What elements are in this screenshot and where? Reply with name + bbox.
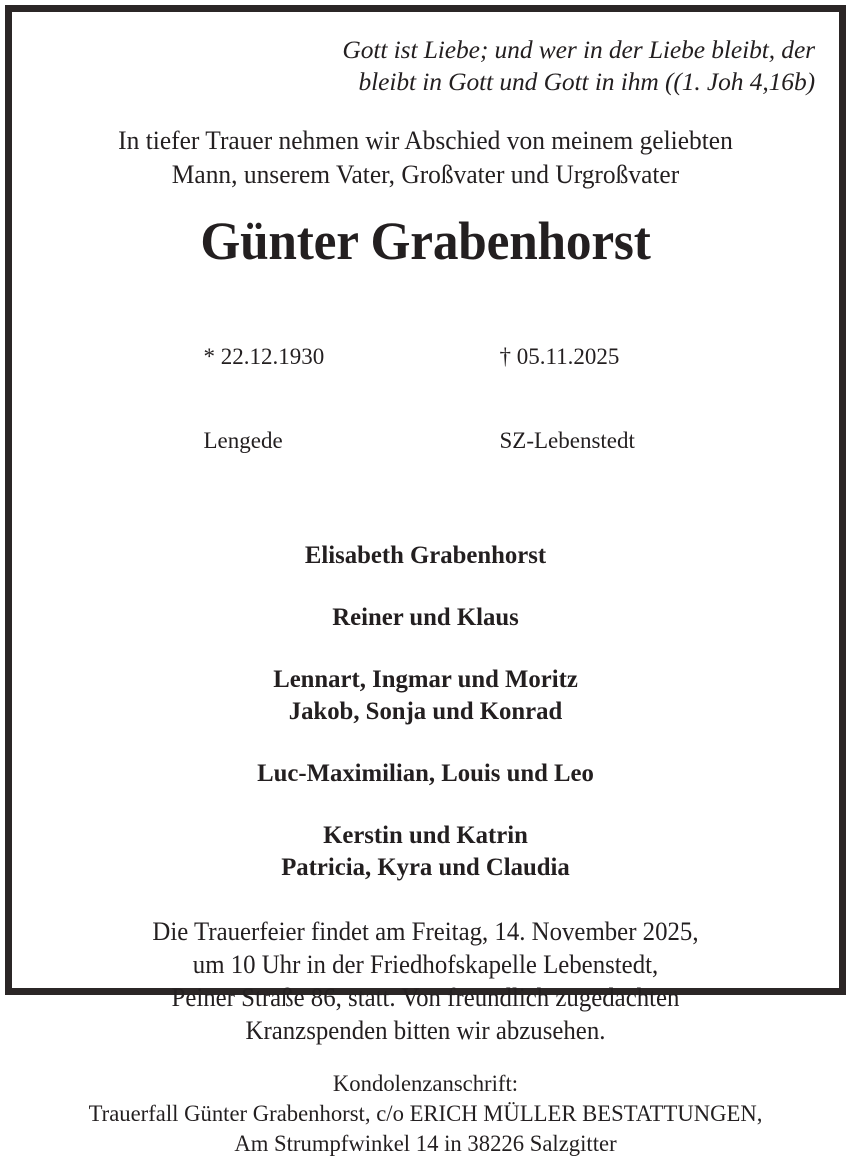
surviving-family: [34, 539, 817, 883]
family-line: Jakob, Sonja und Konrad: [288, 696, 563, 725]
family-group: [46, 757, 806, 789]
service-line-3: Peiner Straße 86, statt. Von freundlich zugedachten: [171, 983, 680, 1012]
condolence-heading: Kondolenzanschrift:: [332, 1071, 519, 1097]
condolence-line-3: Am Strumpfwinkel 14 in 38226 Salzgitter: [234, 1131, 617, 1157]
family-line: Elisabeth Grabenhorst: [304, 540, 547, 569]
death-info: [500, 287, 648, 511]
birth-date: 22.12.1930: [220, 344, 325, 369]
life-dates: [34, 287, 817, 511]
mourning-introduction: [50, 123, 802, 191]
funeral-service-details: [52, 915, 800, 1047]
death-date: 05.11.2025: [516, 344, 620, 369]
death-place: SZ-Lebenstedt: [499, 428, 635, 453]
family-line: Luc-Maximilian, Louis und Leo: [257, 758, 594, 787]
family-group: [46, 539, 806, 571]
epigraph-quote: [34, 34, 817, 98]
epigraph-line-2: bleibt in Gott und Gott in ihm ((1. Joh 4,16b): [358, 67, 815, 96]
condolence-line-2: Trauerfall Günter Grabenhorst, c/o ERICH MÜLLER BESTATTUNGEN,: [88, 1101, 763, 1127]
family-line: Reiner und Klaus: [332, 602, 519, 631]
intro-line-2: Mann, unserem Vater, Großvater und Urgroßvater: [171, 159, 680, 189]
service-line-4: Kranzspenden bitten wir abzusehen.: [245, 1016, 606, 1045]
family-line: Lennart, Ingmar und Moritz: [273, 664, 578, 693]
epigraph-line-1: Gott ist Liebe; und wer in der Liebe bleibt, der: [342, 35, 815, 64]
death-line: [500, 343, 648, 371]
birth-place: Lengede: [203, 428, 283, 453]
condolence-address: [48, 1069, 804, 1159]
dagger-icon: †: [499, 344, 511, 369]
birth-info: [204, 287, 352, 511]
family-group: [46, 663, 806, 727]
obituary-notice: [5, 5, 846, 1157]
birth-line: [204, 343, 352, 371]
notice-content: [12, 12, 839, 1157]
service-line-1: Die Trauerfeier findet am Freitag, 14. November 2025,: [152, 917, 699, 946]
family-line: Kerstin und Katrin: [323, 820, 528, 849]
deceased-name: Günter Grabenhorst: [200, 211, 651, 271]
service-line-2: um 10 Uhr in der Friedhofskapelle Lebenstedt,: [192, 950, 659, 979]
family-group: [46, 601, 806, 633]
asterisk-icon: *: [203, 344, 215, 369]
family-group: [46, 819, 806, 883]
family-line: Patricia, Kyra und Claudia: [281, 852, 570, 881]
intro-line-1: In tiefer Trauer nehmen wir Abschied von meinem geliebten: [118, 125, 733, 155]
